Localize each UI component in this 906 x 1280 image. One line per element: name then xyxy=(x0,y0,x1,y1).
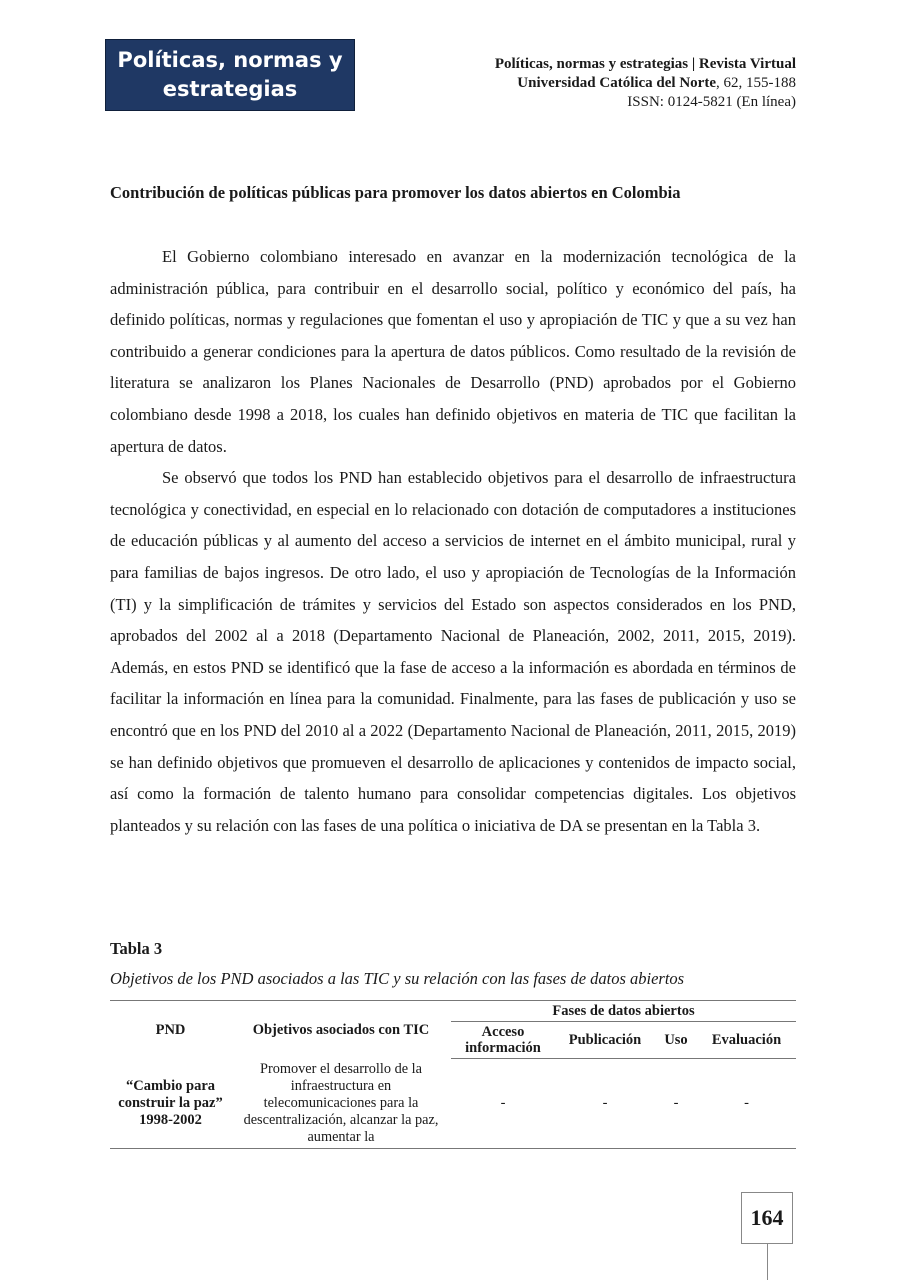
header-acceso: Acceso información xyxy=(451,1022,555,1059)
journal-header xyxy=(495,55,796,112)
evaluacion-cell: - xyxy=(744,1094,749,1111)
objetivo-cell: Promover el desarrollo de la infraestructura en telecomunicaciones para la descentralización, alcanzar la paz, aumentar la xyxy=(243,1060,439,1145)
header-publicacion: Publicación xyxy=(555,1022,655,1059)
table-label: Tabla 3 xyxy=(110,939,163,958)
page-number: 164 xyxy=(741,1192,793,1244)
section-title: Contribución de políticas públicas para promover los datos abiertos en Colombia xyxy=(110,183,681,202)
journal-title: Políticas, normas y estrategias | Revista Virtual xyxy=(494,56,796,72)
pnd-years: 1998-2002 xyxy=(139,1111,202,1128)
header-pnd: PND xyxy=(110,1001,231,1059)
pnd-objectives-table xyxy=(110,1000,796,1149)
paragraph: Se observó que todos los PND han establecido objetivos para el desarrollo de infraestructura tecnológica y conectividad, en especial en lo relacionado con dotación de computadores a instituciones de educación públicas y al aumento del acceso a servicios de internet en el ámbito municipal, rural y para familias de bajos ingresos. De otro lado, el uso y apropiación de Tecnologías de la Información (TI) y la simplificación de trámites y servicios del Estado son aspectos considerados en los PND, aprobados del 2002 al a 2018 (Departamento Nacional de Planeación, 2002, 2011, 2015, 2019). Además, en estos PND se identificó que la fase de acceso a la información es abordada en términos de facilitar la información en línea para la comunidad. Finalmente, para las fases de publicación y uso se encontró que en los PND del 2010 al a 2022 (Departamento Nacional de Planeación, 2011, 2015, 2019) se han definido objetivos que promueven el desarrollo de aplicaciones y contenidos de impacto social, así como la formación de talento humano para consolidar competencias digitales. Los objetivos planteados y su relación con las fases de una política o iniciativa de DA se presentan en la Tabla 3. xyxy=(110,468,796,835)
pnd-name: “Cambio para construir la paz” xyxy=(118,1077,223,1111)
acceso-cell: - xyxy=(500,1094,506,1111)
journal-section-badge xyxy=(105,39,355,111)
issn: ISSN: 0124-5821 (En línea) xyxy=(627,94,796,110)
header-objetivos: Objetivos asociados con TIC xyxy=(231,1001,451,1059)
body-text xyxy=(110,241,796,841)
header-evaluacion: Evaluación xyxy=(697,1022,796,1059)
issue-pages: , 62, 155-188 xyxy=(716,75,796,91)
pnd-cell xyxy=(110,1059,231,1149)
table-row xyxy=(110,1059,796,1149)
university-name: Universidad Católica del Norte xyxy=(517,75,716,91)
badge-line-1: Políticas, normas y xyxy=(117,48,343,72)
publicacion-cell: - xyxy=(602,1094,608,1111)
header-uso: Uso xyxy=(655,1022,697,1059)
header-fases: Fases de datos abiertos xyxy=(451,1001,796,1022)
paragraph: El Gobierno colombiano interesado en avanzar en la modernización tecnológica de la administración pública, para contribuir en el desarrollo social, político y económico del país, ha definido políticas, normas y regulaciones que fomentan el uso y apropiación de TIC y que a su vez han contribuido a generar condiciones para la apertura de datos públicos. Como resultado de la revisión de literatura se analizaron los Planes Nacionales de Desarrollo (PND) aprobados por el Gobierno colombiano desde 1998 a 2018, los cuales han definido objetivos en materia de TIC que facilitan la apertura de datos. xyxy=(110,247,796,456)
page-number-rule xyxy=(767,1244,768,1280)
table-caption: Objetivos de los PND asociados a las TIC y su relación con las fases de datos abiertos xyxy=(110,969,685,988)
badge-line-2: estrategias xyxy=(162,77,298,101)
uso-cell: - xyxy=(673,1094,679,1111)
